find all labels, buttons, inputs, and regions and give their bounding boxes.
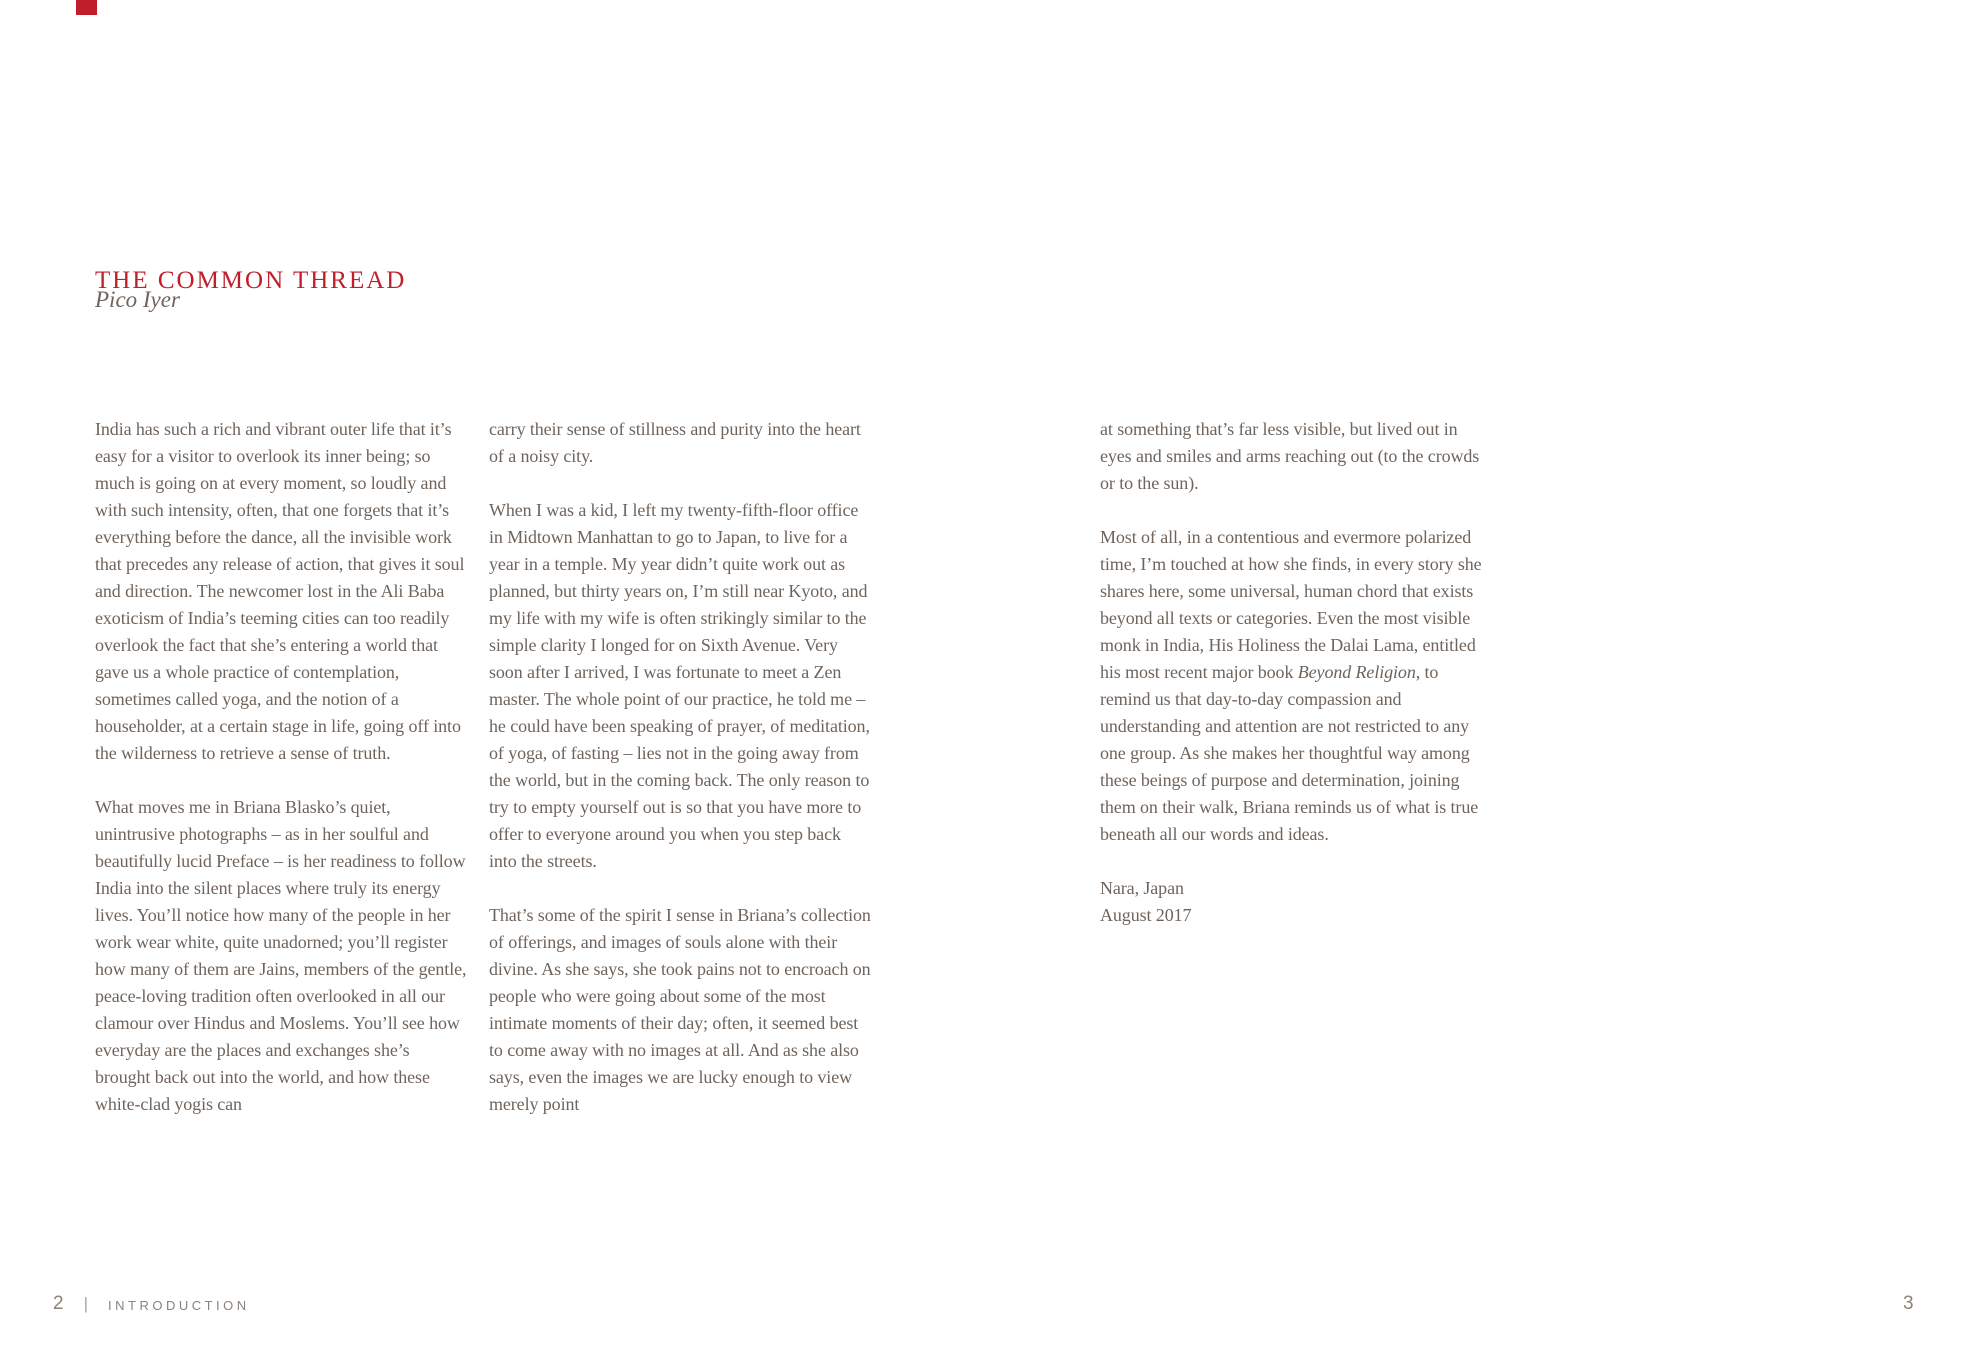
paragraph xyxy=(1100,875,1484,929)
text-column-3 xyxy=(1100,416,1484,929)
book-title-italic: Beyond Religion xyxy=(1297,662,1416,682)
text-run: carry their sense of stillness and purity into the heart of a noisy city. xyxy=(489,419,861,466)
text-run: That’s some of the spirit I sense in Briana’s collection of offerings, and images of souls alone with their divine. As she says, she took pains not to encroach on people who were going about some of the most intimate moments of their day; often, it seemed best to come away with no images at all. And as she also says, even the images we are lucky enough to view merely point xyxy=(489,905,871,1114)
footer-separator: | xyxy=(83,1294,88,1313)
text-run: , to remind us that day-to-day compassion and understanding and attention are not restricted to any one group. As she makes her thoughtful way among these beings of purpose and determination, joining them on their walk, Briana reminds us of what is true beneath all our words and ideas. xyxy=(1100,662,1479,844)
paragraph xyxy=(1100,416,1484,497)
page-title: THE COMMON THREAD xyxy=(95,266,407,294)
red-bleed-mark xyxy=(76,0,97,15)
paragraph xyxy=(489,902,871,1118)
author-name: Pico Iyer xyxy=(95,287,180,312)
paragraph xyxy=(489,416,871,470)
text-run: When I was a kid, I left my twenty-fifth-floor office in Midtown Manhattan to go to Japan, to live for a year in a temple. My year didn’t quite work out as planned, but thirty years on, I’m still near Kyoto, and my life with my wife is often strikingly similar to the simple clarity I longed for on Sixth Avenue. Very soon after I arrived, I was fortunate to meet a Zen master. The whole point of our practice, he told me – he could have been speaking of prayer, of meditation, of yoga, of fasting – lies not in the going away from the world, but in the coming back. The only reason to try to empty yourself out is so that you have more to offer to everyone around you when you step back into the streets. xyxy=(489,500,870,871)
left-page-number: 2 xyxy=(53,1293,64,1314)
text-run: What moves me in Briana Blasko’s quiet, unintrusive photographs – as in her soulful and beautifully lucid Preface – is her readiness to follow India into the silent places where truly its energy lives. You’ll notice how many of the people in her work wear white, quite unadorned; you’ll register how many of them are Jains, members of the gentle, peace-loving tradition often overlooked in all our clamour over Hindus and Moslems. You’ll see how everyday are the places and exchanges she’s brought back out into the world, and how these white-clad yogis can xyxy=(95,797,467,1114)
text-column-2 xyxy=(489,416,871,1118)
text-run: India has such a rich and vibrant outer life that it’s easy for a visitor to overlook its inner being; so much is going on at every moment, so loudly and with such intensity, often, that one forgets that it’s everything before the dance, all the invisible work that precedes any release of action, that gives it soul and direction. The newcomer lost in the Ali Baba exoticism of India’s teeming cities can too readily overlook the fact that she’s entering a world that gave us a whole practice of contemplation, sometimes called yoga, and the notion of a householder, at a certain stage in life, going off into the wilderness to retrieve a sense of truth. xyxy=(95,419,465,763)
text-column-1 xyxy=(95,416,469,1118)
paragraph xyxy=(95,416,469,767)
paragraph xyxy=(489,497,871,875)
text-run: at something that’s far less visible, but lived out in eyes and smiles and arms reaching out (to the crowds or to the sun). xyxy=(1100,419,1480,493)
right-page-number: 3 xyxy=(1903,1293,1914,1314)
text-run: Nara, Japan xyxy=(1100,878,1184,898)
footer-left xyxy=(53,1293,250,1315)
paragraph xyxy=(95,794,469,1118)
text-run: August 2017 xyxy=(1100,905,1192,925)
section-label: INTRODUCTION xyxy=(108,1297,250,1313)
paragraph xyxy=(1100,524,1484,848)
text-run: Most of all, in a contentious and evermore polarized time, I’m touched at how she finds, in every story she shares here, some universal, human chord that exists beyond all texts or categories. Even the most visible monk in India, His Holiness the Dalai Lama, entitled his most recent major book xyxy=(1100,527,1482,682)
